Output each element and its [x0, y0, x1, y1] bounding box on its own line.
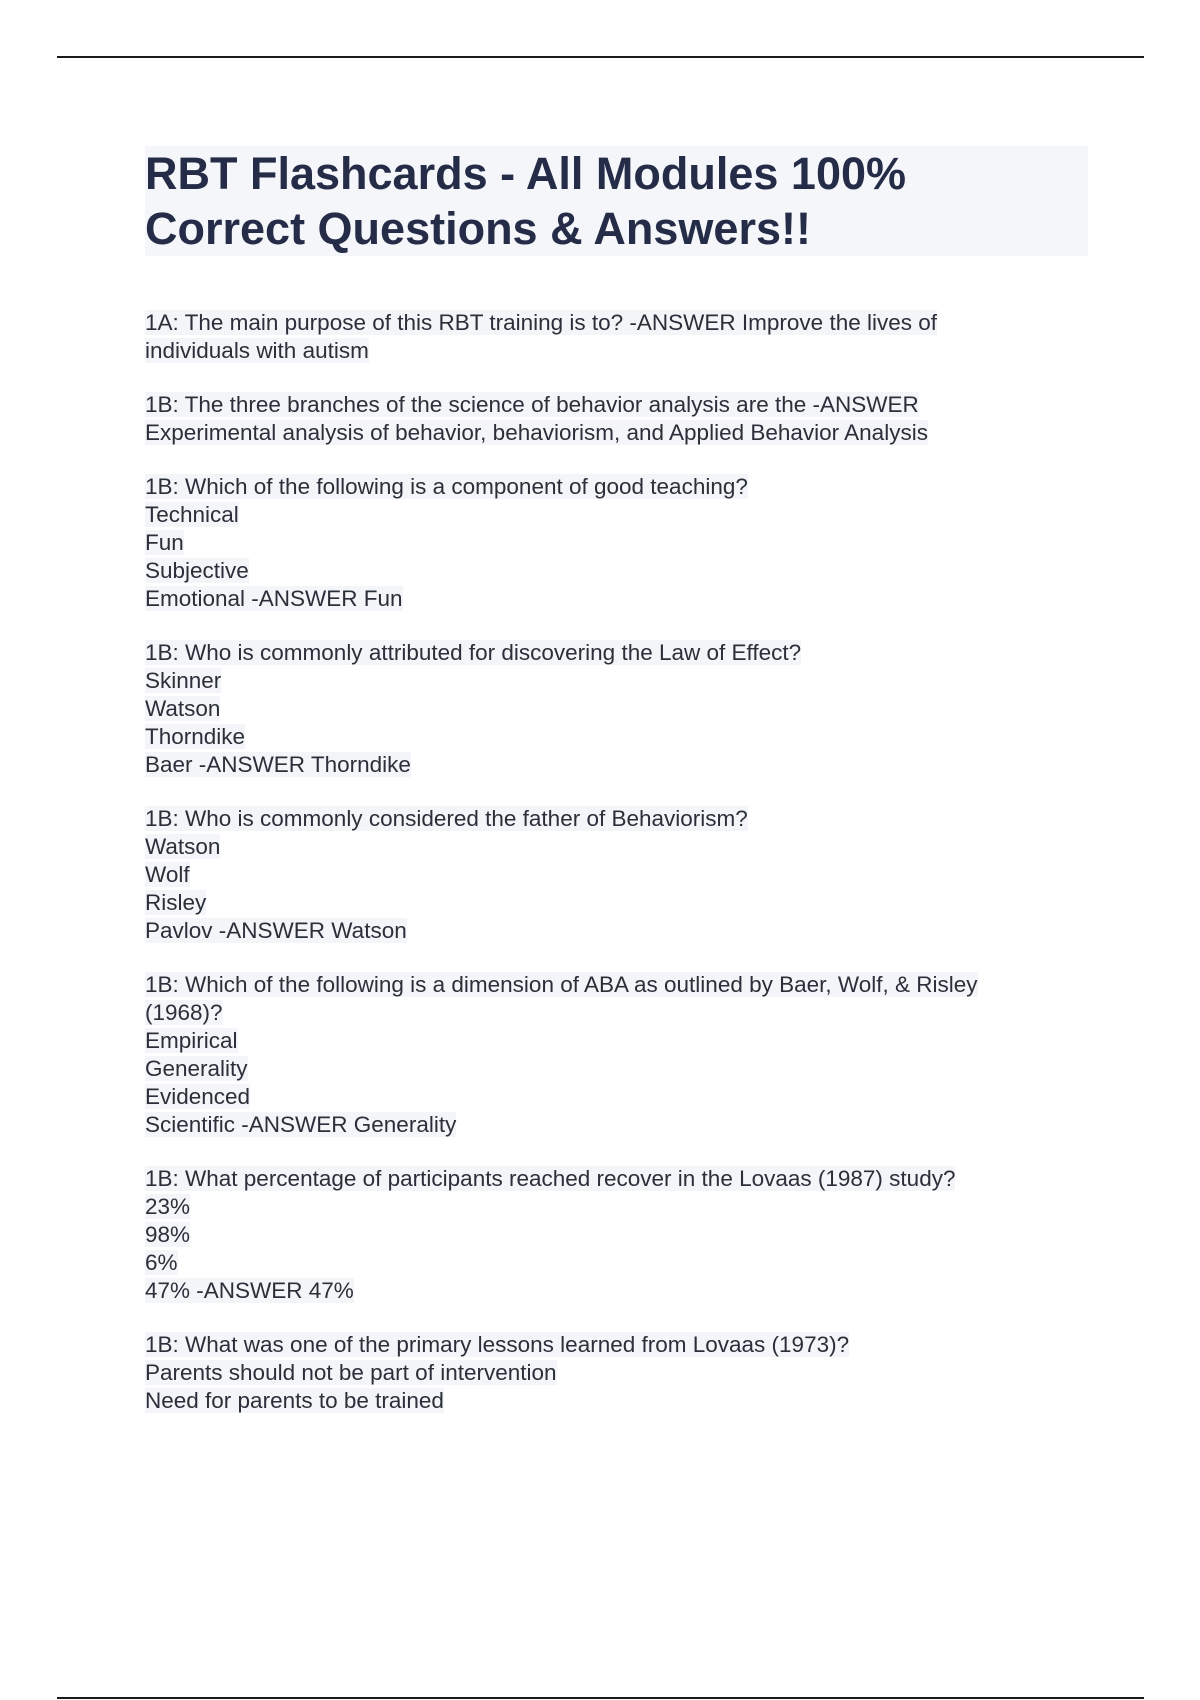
flashcard-line	[145, 1359, 1095, 1387]
flashcard-line-text: Need for parents to be trained	[145, 1388, 444, 1413]
flashcard-line	[145, 889, 1095, 917]
flashcard-line	[145, 337, 1095, 365]
flashcard-question-line	[145, 309, 1095, 337]
flashcard-line-text: Watson	[145, 834, 221, 859]
flashcard-line-text: Subjective	[145, 558, 249, 583]
flashcard-line-text: 1B: Who is commonly considered the father of Behaviorism?	[145, 806, 748, 831]
flashcard-line-text: Generality	[145, 1056, 248, 1081]
flashcard-line-text: 6%	[145, 1250, 178, 1275]
flashcard-line	[145, 1387, 1095, 1415]
flashcard-line	[145, 723, 1095, 751]
flashcard-line	[145, 917, 1095, 945]
flashcard-line-text: 1B: What percentage of participants reached recover in the Lovaas (1987) study?	[145, 1166, 956, 1191]
flashcard-line-text: Scientific -ANSWER Generality	[145, 1112, 457, 1137]
flashcard-line	[145, 695, 1095, 723]
flashcard-line-text: 98%	[145, 1222, 191, 1247]
flashcard-line	[145, 1083, 1095, 1111]
flashcard-question-line	[145, 805, 1095, 833]
flashcard-line-text: 1A: The main purpose of this RBT training is to? -ANSWER Improve the lives of	[145, 310, 938, 335]
flashcard-line-text: Technical	[145, 502, 239, 527]
flashcard-line	[145, 833, 1095, 861]
flashcard-line-text: Thorndike	[145, 724, 246, 749]
flashcard-line-text: 47% -ANSWER 47%	[145, 1278, 354, 1303]
flashcard-question-line	[145, 1331, 1095, 1359]
flashcard-entry	[145, 1165, 1095, 1305]
flashcard-question-line	[145, 971, 1095, 999]
flashcard-entry	[145, 639, 1095, 779]
flashcard-entry	[145, 1331, 1095, 1415]
flashcard-line-text: individuals with autism	[145, 338, 369, 363]
flashcard-line-text: Fun	[145, 530, 184, 555]
flashcard-question-line	[145, 473, 1095, 501]
flashcard-line	[145, 1221, 1095, 1249]
flashcard-line	[145, 1111, 1095, 1139]
flashcard-line	[145, 999, 1095, 1027]
flashcard-line	[145, 1249, 1095, 1277]
flashcard-line-text: Experimental analysis of behavior, behaviorism, and Applied Behavior Analysis	[145, 420, 928, 445]
flashcard-line-text: Emotional -ANSWER Fun	[145, 586, 403, 611]
flashcard-line-text: Parents should not be part of intervention	[145, 1360, 557, 1385]
flashcard-entry	[145, 971, 1095, 1139]
flashcard-line	[145, 751, 1095, 779]
bottom-rule	[57, 1697, 1144, 1699]
flashcard-line	[145, 1193, 1095, 1221]
flashcard-question-line	[145, 639, 1095, 667]
flashcard-entry	[145, 805, 1095, 945]
title-line-2: Correct Questions & Answers!!	[145, 203, 811, 254]
document-title	[145, 146, 1088, 256]
flashcard-line	[145, 861, 1095, 889]
flashcard-line-text: 23%	[145, 1194, 191, 1219]
flashcard-question-line	[145, 1165, 1095, 1193]
flashcard-line	[145, 529, 1095, 557]
flashcard-line	[145, 419, 1095, 447]
flashcard-line	[145, 501, 1095, 529]
flashcard-list	[145, 309, 1095, 1441]
flashcard-line	[145, 557, 1095, 585]
flashcard-line-text: Evidenced	[145, 1084, 251, 1109]
flashcard-line-text: Wolf	[145, 862, 190, 887]
top-rule	[57, 56, 1144, 58]
flashcard-line-text: Skinner	[145, 668, 222, 693]
flashcard-line-text: Pavlov -ANSWER Watson	[145, 918, 407, 943]
flashcard-entry	[145, 309, 1095, 365]
flashcard-line-text: 1B: Who is commonly attributed for discovering the Law of Effect?	[145, 640, 802, 665]
flashcard-line-text: 1B: Which of the following is a dimension of ABA as outlined by Baer, Wolf, & Risley	[145, 972, 978, 997]
title-line-1: RBT Flashcards - All Modules 100%	[145, 148, 907, 199]
flashcard-entry	[145, 391, 1095, 447]
flashcard-line	[145, 1055, 1095, 1083]
flashcard-line	[145, 585, 1095, 613]
flashcard-line-text: 1B: What was one of the primary lessons learned from Lovaas (1973)?	[145, 1332, 850, 1357]
flashcard-line-text: (1968)?	[145, 1000, 223, 1025]
flashcard-line-text: Empirical	[145, 1028, 238, 1053]
flashcard-line-text: 1B: The three branches of the science of behavior analysis are the -ANSWER	[145, 392, 919, 417]
flashcard-line-text: Baer -ANSWER Thorndike	[145, 752, 411, 777]
flashcard-line-text: Watson	[145, 696, 221, 721]
flashcard-question-line	[145, 391, 1095, 419]
flashcard-line-text: 1B: Which of the following is a component of good teaching?	[145, 474, 748, 499]
flashcard-line	[145, 1277, 1095, 1305]
flashcard-line-text: Risley	[145, 890, 207, 915]
flashcard-line	[145, 667, 1095, 695]
flashcard-line	[145, 1027, 1095, 1055]
flashcard-entry	[145, 473, 1095, 613]
